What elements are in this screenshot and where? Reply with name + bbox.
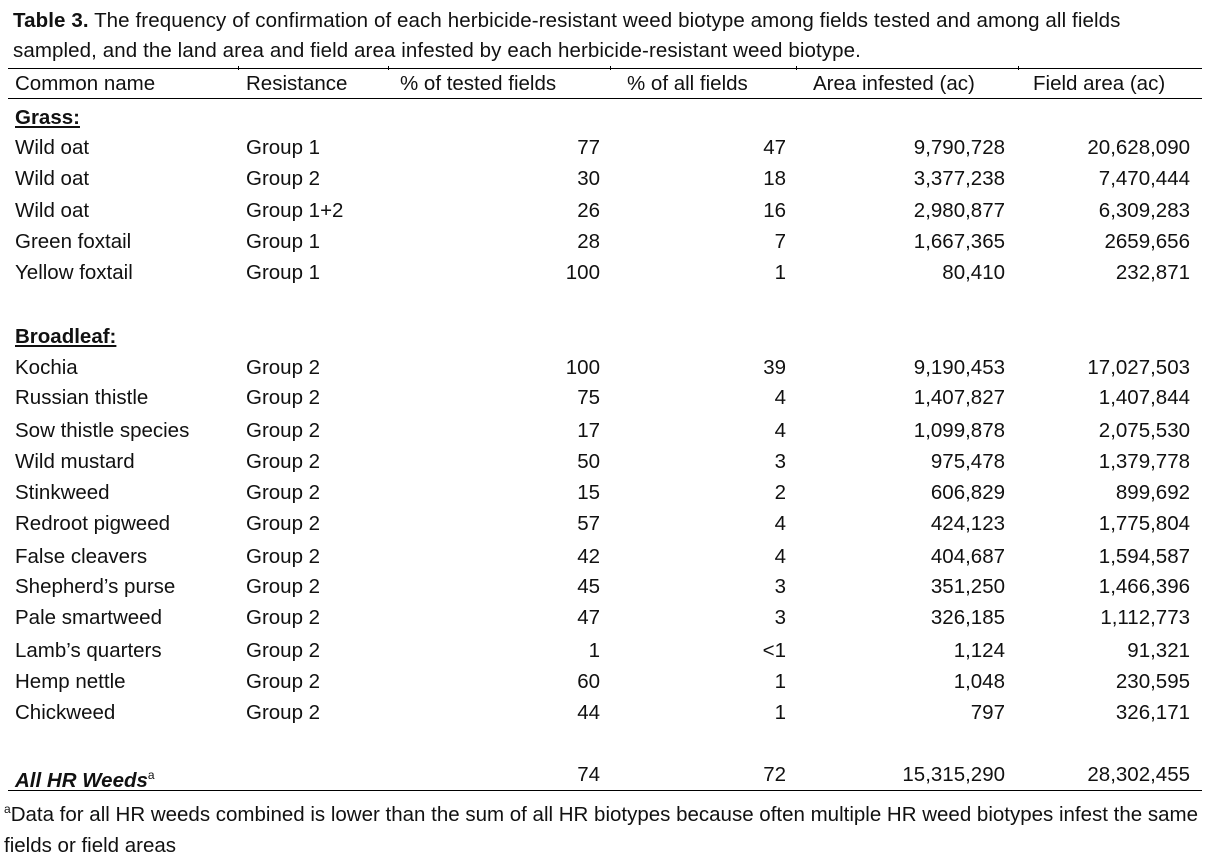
cell-field-area: 6,309,283 [1098,199,1190,222]
cell-pct-all-fields: 39 [763,356,786,379]
column-divider [238,66,239,70]
total-label: All HR Weeds$^a$ [15,768,155,792]
cell-pct-tested-fields: 45 [577,575,600,598]
cell-pct-tested-fields: 44 [577,701,600,724]
cell-resistance: Group 2 [246,575,321,598]
cell-resistance: Group 2 [246,606,321,629]
cell-field-area: 1,466,396 [1098,575,1190,598]
cell-pct-tested-fields: 75 [577,386,600,409]
cell-area-infested: 2,980,877 [913,199,1005,222]
header-pct-all-fields: % of all fields [627,72,748,95]
cell-pct-all-fields: 4 [774,512,786,535]
cell-pct-all-fields: 3 [774,606,786,629]
footnote-marker: a [4,802,11,816]
cell-area-infested: 80,410 [942,261,1005,284]
cell-common-name: Shepherd’s purse [15,575,176,598]
header-area-infested: Area infested (ac) [813,72,975,95]
cell-field-area: 1,112,773 [1100,606,1190,629]
cell-resistance: Group 2 [246,545,321,568]
cell-area-infested: 3,377,238 [913,167,1005,190]
cell-common-name: Pale smartweed [15,606,162,629]
cell-pct-all-fields: 1 [774,261,786,284]
header-top-rule [8,68,1202,69]
cell-area-infested: 9,190,453 [913,356,1005,379]
cell-field-area: 2659,656 [1104,230,1190,253]
header-pct-tested-fields: % of tested fields [400,72,557,95]
cell-pct-all-fields: <1 [762,639,786,662]
cell-common-name: Russian thistle [15,386,149,409]
total-footnote-marker: a [147,768,155,782]
cell-area-infested: 1,667,365 [913,230,1005,253]
cell-area-infested: 351,250 [930,575,1005,598]
cell-pct-tested-fields: 50 [577,450,600,473]
cell-area-infested: 424,123 [930,512,1005,535]
cell-pct-all-fields: 4 [774,419,786,442]
cell-field-area: 91,321 [1127,639,1190,662]
cell-pct-all-fields: 16 [763,199,786,222]
cell-pct-tested-fields: 30 [577,167,600,190]
cell-common-name: Yellow foxtail [15,261,133,284]
cell-area-infested: 606,829 [930,481,1005,504]
header-field-area: Field area (ac) [1033,72,1166,95]
header-bottom-rule [8,98,1202,99]
cell-common-name: Wild oat [15,136,90,159]
cell-pct-all-fields: 1 [774,670,786,693]
total-area-infested: 15,315,290 [902,763,1005,786]
column-divider [388,66,389,70]
cell-pct-tested-fields: 57 [577,512,600,535]
cell-area-infested: 326,185 [930,606,1005,629]
cell-resistance: Group 2 [246,450,321,473]
cell-common-name: Green foxtail [15,230,132,253]
footnote-text: Data for all HR weeds combined is lower than the sum of all HR biotypes because often multiple HR weed biotypes infest the same fields or field areas [4,803,1198,857]
cell-pct-all-fields: 1 [774,701,786,724]
cell-resistance: Group 2 [246,481,321,504]
cell-pct-all-fields: 3 [774,450,786,473]
cell-resistance: Group 2 [246,167,321,190]
cell-resistance: Group 2 [246,701,321,724]
total-pct-tested-fields: 74 [577,763,600,786]
cell-field-area: 17,027,503 [1087,356,1190,379]
cell-field-area: 232,871 [1115,261,1190,284]
cell-pct-all-fields: 18 [763,167,786,190]
cell-area-infested: 1,407,827 [913,386,1005,409]
cell-common-name: Stinkweed [15,481,110,504]
table-caption [13,6,1203,66]
cell-field-area: 7,470,444 [1098,167,1190,190]
cell-common-name: Kochia [15,356,78,379]
cell-pct-tested-fields: 100 [565,356,600,379]
cell-common-name: Sow thistle species [15,419,190,442]
cell-pct-tested-fields: 47 [577,606,600,629]
cell-common-name: Chickweed [15,701,116,724]
cell-common-name: Redroot pigweed [15,512,170,535]
cell-common-name: Wild mustard [15,450,135,473]
cell-common-name: Lamb’s quarters [15,639,162,662]
cell-pct-all-fields: 7 [774,230,786,253]
section-heading: Grass: [15,106,80,129]
cell-area-infested: 797 [970,701,1005,724]
cell-pct-tested-fields: 77 [577,136,600,159]
cell-pct-tested-fields: 1 [588,639,600,662]
cell-pct-tested-fields: 26 [577,199,600,222]
cell-resistance: Group 1+2 [246,199,344,222]
cell-pct-all-fields: 3 [774,575,786,598]
cell-common-name: Wild oat [15,199,90,222]
cell-pct-all-fields: 2 [774,481,786,504]
cell-resistance: Group 1 [246,136,321,159]
cell-resistance: Group 2 [246,639,321,662]
cell-pct-tested-fields: 100 [565,261,600,284]
cell-field-area: 899,692 [1115,481,1190,504]
total-pct-all-fields: 72 [763,763,786,786]
section-heading: Broadleaf: [15,325,117,348]
cell-common-name: Wild oat [15,167,90,190]
cell-field-area: 2,075,530 [1098,419,1190,442]
cell-pct-all-fields: 4 [774,386,786,409]
cell-area-infested: 1,099,878 [913,419,1005,442]
header-resistance: Resistance [246,72,348,95]
column-divider [1018,66,1019,70]
cell-resistance: Group 2 [246,419,321,442]
table-footnote [4,794,1204,861]
table-bottom-rule [8,790,1202,791]
cell-field-area: 1,775,804 [1098,512,1190,535]
cell-resistance: Group 2 [246,356,321,379]
header-common-name: Common name [15,72,156,95]
cell-field-area: 20,628,090 [1087,136,1190,159]
total-field-area: 28,302,455 [1087,763,1190,786]
cell-area-infested: 404,687 [930,545,1005,568]
cell-common-name: Hemp nettle [15,670,126,693]
cell-area-infested: 1,124 [953,639,1005,662]
cell-area-infested: 9,790,728 [913,136,1005,159]
column-divider [610,66,611,70]
table-caption-text: The frequency of confirmation of each herbicide-resistant weed biotype among fields tested and among all fields sampled, and the land area and field area infested by each herbicide-resistant weed biotype. [13,9,1121,62]
cell-field-area: 1,379,778 [1098,450,1190,473]
column-divider [796,66,797,70]
cell-resistance: Group 2 [246,670,321,693]
cell-pct-tested-fields: 15 [577,481,600,504]
cell-pct-tested-fields: 17 [577,419,600,442]
cell-pct-tested-fields: 28 [577,230,600,253]
cell-resistance: Group 1 [246,261,321,284]
cell-resistance: Group 2 [246,386,321,409]
table-caption-label: Table 3. [13,9,89,32]
cell-field-area: 230,595 [1115,670,1190,693]
cell-pct-tested-fields: 60 [577,670,600,693]
cell-field-area: 326,171 [1115,701,1190,724]
cell-pct-tested-fields: 42 [577,545,600,568]
cell-field-area: 1,594,587 [1098,545,1190,568]
cell-resistance: Group 2 [246,512,321,535]
cell-pct-all-fields: 47 [763,136,786,159]
cell-area-infested: 1,048 [953,670,1005,693]
cell-area-infested: 975,478 [930,450,1005,473]
cell-field-area: 1,407,844 [1098,386,1190,409]
cell-common-name: False cleavers [15,545,148,568]
cell-pct-all-fields: 4 [774,545,786,568]
cell-resistance: Group 1 [246,230,321,253]
